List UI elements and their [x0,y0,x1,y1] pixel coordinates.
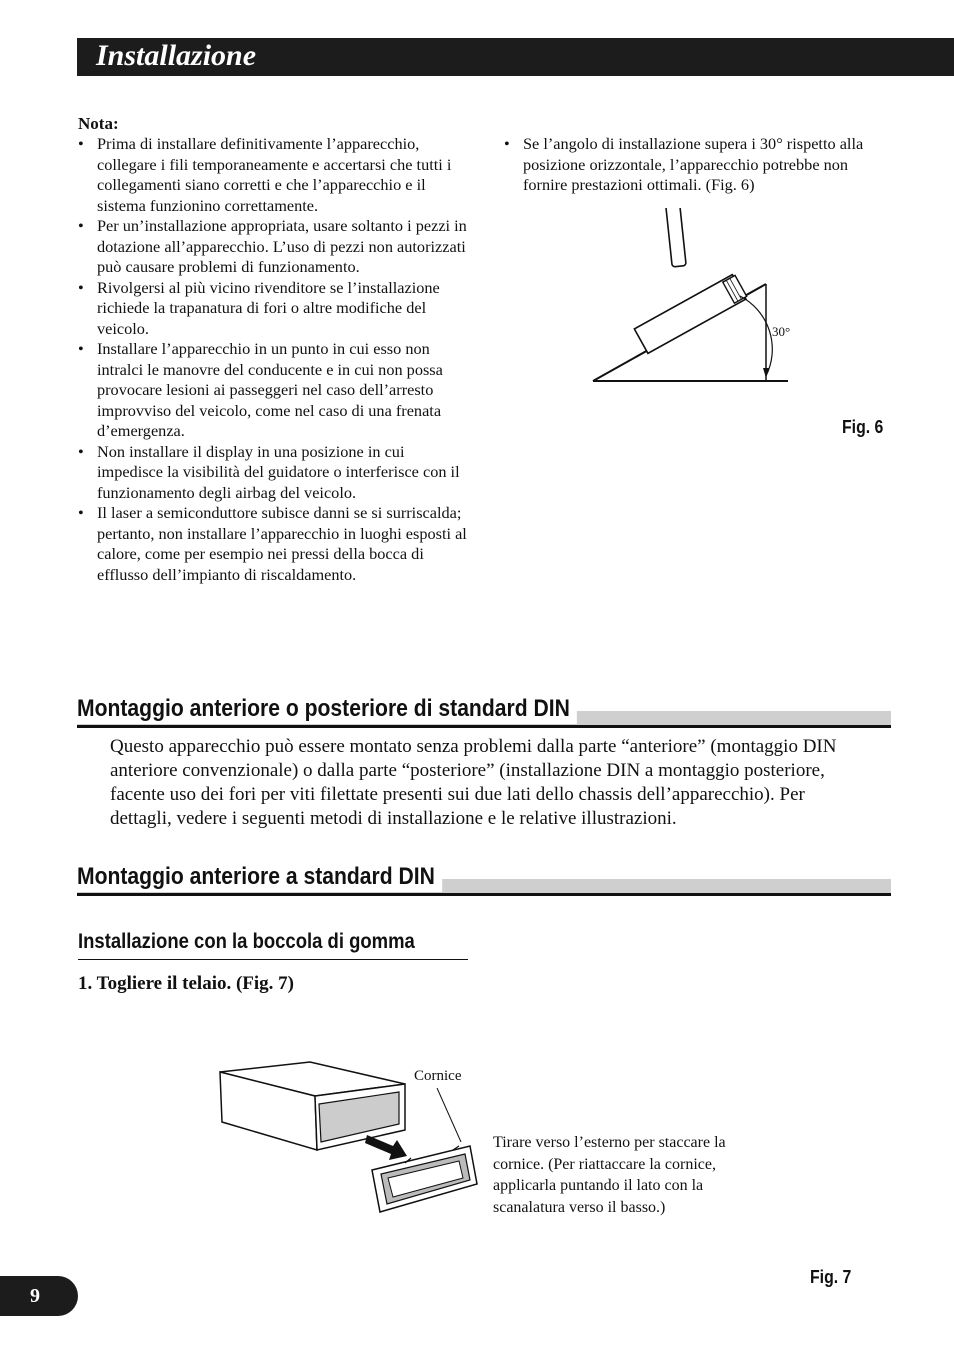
fig6-antenna [666,208,686,267]
fig6-angle-arc [740,296,772,376]
section-heading-din-front-rear [77,695,891,730]
fig6-angle-text: 30° [772,324,791,339]
note-list-left [78,134,470,585]
fig7-label: Fig. 7 [810,1267,852,1287]
header-tab [891,38,954,76]
fig7-pull-arrow [365,1135,407,1160]
cornice-label: Cornice [414,1068,462,1084]
note-item: • Se l’angolo di installazione supera i 30° rispetto alla posizione orizzontale, l’apparecchio potrebbe non fornire prestazioni ottimali. (Fig. 6) [504,134,894,196]
note-item: • Per un’installazione appropriata, usare soltanto i pezzi in dotazione all’apparecchio. L’uso di pezzi non autorizzati può causare problemi di funzionamento. [78,216,470,278]
fig6-arrow-head [763,368,769,378]
note-item: • Non installare il display in una posizione in cui impedisce la visibilità del guidatore o interferisce con il funzionamento degli airbag del veicolo. [78,442,470,504]
note-item: • Il laser a semiconduttore subisce danni se si surriscalda; pertanto, non installare l’apparecchio in luoghi esposti al calore, come per esempio nei pressi della bocca di efflusso dell’impianto di riscaldamento. [78,503,470,585]
note-item: • Installare l’apparecchio in un punto in cui esso non intralci le manovre del conducente e in cui non possa provocare lesioni ai passeggeri nel caso dell’arresto improvviso del veicolo, come nel caso di una frenata d’emergenza. [78,339,470,442]
step-1: 1. Togliere il telaio. (Fig. 7) [78,973,295,994]
fig6-unit [634,274,747,354]
page-number: 9 [30,1285,40,1307]
fig6-label: Fig. 6 [842,417,884,437]
section-title: Montaggio anteriore a standard DIN [77,862,442,892]
subsection-heading [78,928,461,956]
note-item: • Prima di installare definitivamente l’apparecchio, collegare i fili temporaneamente e accertarsi che tutti i collegamenti siano corretti e che l’apparecchio e il sistema funzionino correttamente. [78,134,470,216]
note-list-right [504,134,894,196]
section-heading-din-front [77,863,891,898]
fig6-illustration [590,208,800,393]
page-title: Installazione [96,39,257,72]
fig7-leader-line [437,1088,461,1142]
subsection-title: Installazione con la boccola di gomma [78,930,415,953]
note-label: Nota: [78,114,119,133]
section-body: Questo apparecchio può essere montato senza problemi dalla parte “anteriore” (montaggio DIN anteriore convenzionale) o dalla parte “posteriore” (installazione DIN a montaggio posteriore, facente uso dei fori per viti filettate presenti sui due lati dello chassis dell’apparecchio). Per dettagli, vedere i seguenti metodi di installazione e le relative illustrazioni. [110,736,837,829]
fig7-caption: Tirare verso l’esterno per staccare la cornice. (Per riattaccare la cornice, applicarla puntando il lato con la scanalatura verso il basso.) [493,1134,726,1216]
section-title: Montaggio anteriore o posteriore di standard DIN [77,694,577,724]
subsection-rule [78,959,468,960]
note-item: • Rivolgersi al più vicino rivenditore se l’installazione richiede la trapanatura di fori o altre modifiche del veicolo. [78,278,470,340]
